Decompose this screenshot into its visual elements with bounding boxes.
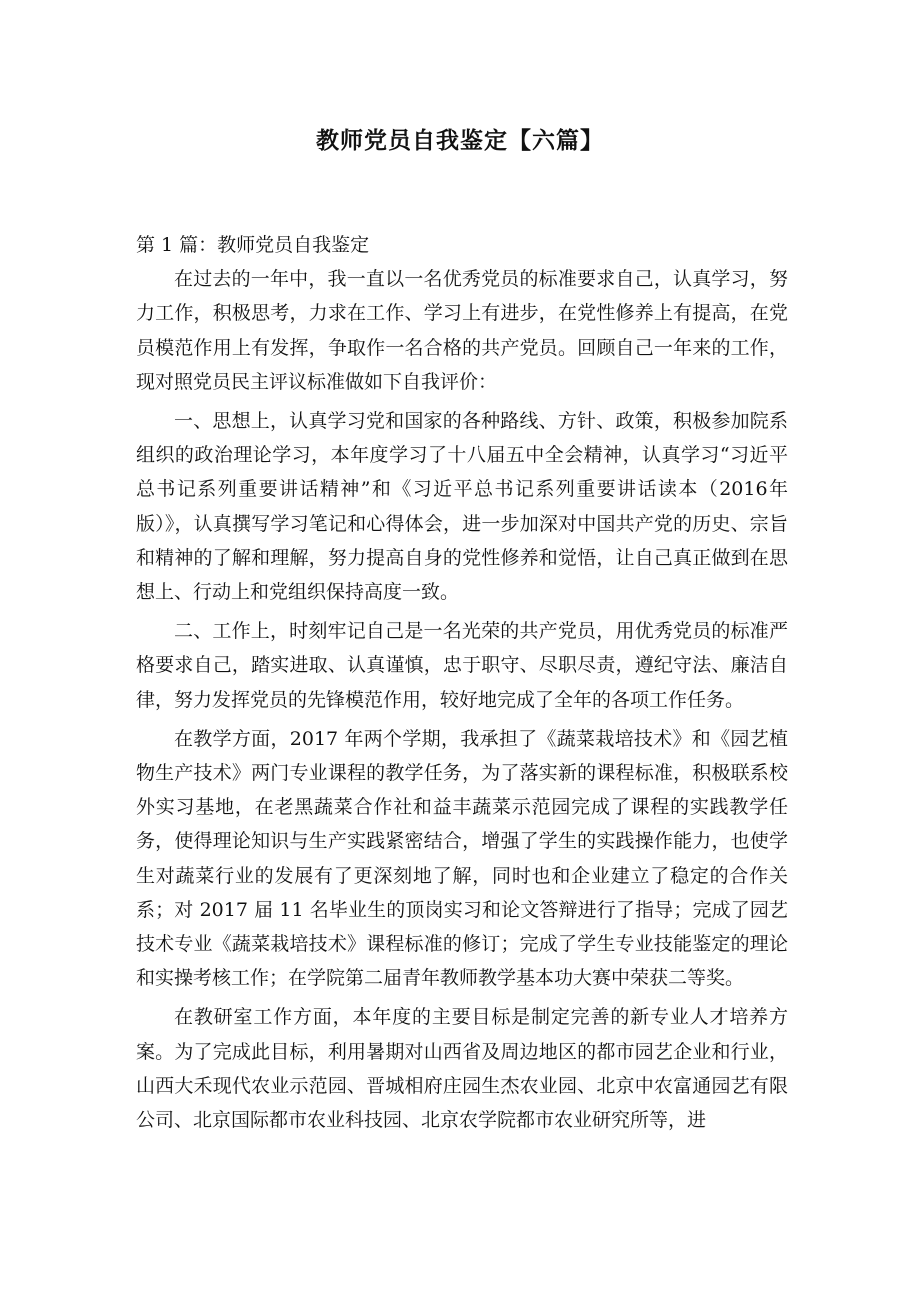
paragraph-intro: 在过去的一年中，我一直以一名优秀党员的标准要求自己，认真学习，努力工作，积极思考，力求在工作、学习上有进步，在党性修养上有提高，在党员模范作用上有发挥，争取作一名合格的共产党员。回顾自己一年来的工作，现对照党员民主评议标准做如下自我评价： [136,268,788,393]
section-heading: 第 1 篇：教师党员自我鉴定 [136,234,370,256]
document-body [136,228,788,1142]
paragraph-teaching: 在教学方面，2017 年两个学期，我承担了《蔬菜栽培技术》和《园艺植物生产技术》两门专业课程的教学任务，为了落实新的课程标准，积极联系校外实习基地，在老黑蔬菜合作社和益丰蔬菜示范园完成了课程的实践教学任务，使得理论知识与生产实践紧密结合，增强了学生的实践操作能力，也使学生对蔬菜行业的发展有了更深刻地了解，同时也和企业建立了稳定的合作关系；对 2017 届 11 名毕业生的顶岗实习和论文答辩进行了指导；完成了园艺技术专业《蔬菜栽培技术》课程标准的修订；完成了学生专业技能鉴定的理论和实操考核工作；在学院第二届青年教师教学基本功大赛中荣获二等奖。 [136,727,788,990]
paragraph-work: 二、工作上，时刻牢记自己是一名光荣的共产党员，用优秀党员的标准严格要求自己，踏实进取、认真谨慎，忠于职守、尽职尽责，遵纪守法、廉洁自律，努力发挥党员的先锋模范作用，较好地完成了全年的各项工作任务。 [136,620,788,711]
paragraph-research-office: 在教研室工作方面，本年度的主要目标是制定完善的新专业人才培养方案。为了完成此目标，利用暑期对山西省及周边地区的都市园艺企业和行业，山西大禾现代农业示范园、晋城相府庄园生杰农业园、北京中农富通园艺有限公司、北京国际都市农业科技园、北京农学院都市农业研究所等，进 [136,1006,788,1132]
document-title: 教师党员自我鉴定【六篇】 [316,128,604,154]
paragraph-ideology: 一、思想上，认真学习党和国家的各种路线、方针、政策，积极参加院系组织的政治理论学习，本年度学习了十八届五中全会精神，认真学习“习近平总书记系列重要讲话精神”和《习近平总书记系列重要讲话读本（2016年版）》，认真撰写学习笔记和心得体会，进一步加深对中国共产党的历史、宗旨和精神的了解和理解，努力提高自身的党性修养和觉悟，让自己真正做到在思想上、行动上和党组织保持高度一致。 [136,410,788,604]
